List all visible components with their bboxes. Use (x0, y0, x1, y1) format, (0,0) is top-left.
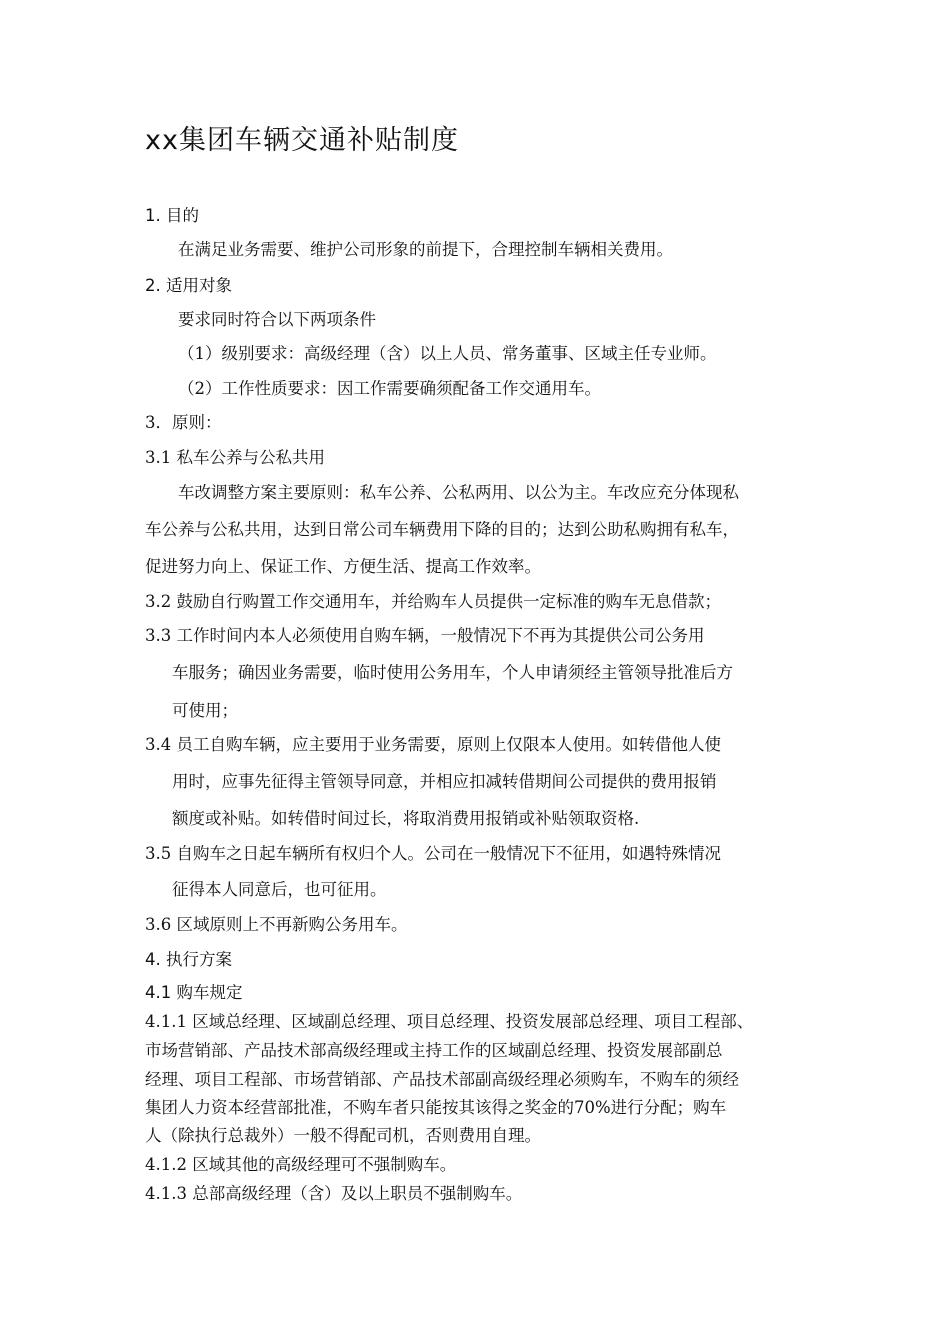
section-4-1-1-line-1: 4.1.1 区域总经理、区域副总经理、项目总经理、投资发展部总经理、项目工程部、 (145, 1012, 754, 1031)
document-title: xx集团车辆交通补贴制度 (145, 125, 459, 156)
section-2-text: 要求同时符合以下两项条件 (178, 310, 376, 329)
section-3-4-line-1: 3.4 员工自购车辆，应主要用于业务需要，原则上仅限本人使用。如转借他人使 (145, 735, 721, 754)
section-3-4-line-3: 额度或补贴。如转借时间过长，将取消费用报销或补贴领取资格. (172, 809, 640, 828)
section-2-item-2: （2）工作性质要求：因工作需要确须配备工作交通用车。 (178, 379, 601, 398)
section-3-heading: 3．原则： (145, 413, 222, 432)
section-3-1-heading: 3.1 私车公养与公私共用 (145, 448, 325, 467)
section-3-4-line-2: 用时，应事先征得主管领导同意，并相应扣减转借期间公司提供的费用报销 (172, 772, 717, 791)
section-3-1-line-3: 促进努力向上、保证工作、方便生活、提高工作效率。 (145, 557, 541, 576)
section-3-6: 3.6 区域原则上不再新购公务用车。 (145, 915, 408, 934)
section-3-1-line-1: 车改调整方案主要原则：私车公养、公私两用、以公为主。车改应充分体现私 (178, 483, 739, 502)
section-4-1-1-line-5: 人（除执行总裁外）一般不得配司机，否则费用自理。 (145, 1126, 541, 1145)
section-4-1-3: 4.1.3 总部高级经理（含）及以上职员不强制购车。 (145, 1184, 523, 1203)
section-3-3-line-1: 3.3 工作时间内本人必须使用自购车辆，一般情况下不再为其提供公司公务用 (145, 626, 705, 645)
section-3-3-line-2: 车服务；确因业务需要，临时使用公务用车，个人申请须经主管领导批准后方 (172, 663, 733, 682)
section-4-heading: 4. 执行方案 (145, 950, 232, 969)
section-3-3-line-3: 可使用； (172, 701, 238, 720)
section-3-5-line-2: 征得本人同意后，也可征用。 (172, 880, 387, 899)
section-3-1-line-2: 车公养与公私共用，达到日常公司车辆费用下降的目的；达到公助私购拥有私车， (145, 520, 739, 539)
section-2-heading: 2. 适用对象 (145, 276, 232, 295)
section-4-1-1-line-2: 市场营销部、产品技术部高级经理或主持工作的区域副总经理、投资发展部副总 (145, 1041, 723, 1060)
section-4-1-1-line-3: 经理、项目工程部、市场营销部、产品技术部副高级经理必须购车，不购车的须经 (145, 1070, 739, 1089)
section-3-2: 3.2 鼓励自行购置工作交通用车，并给购车人员提供一定标准的购车无息借款； (145, 592, 721, 611)
section-1-text: 在满足业务需要、维护公司形象的前提下，合理控制车辆相关费用。 (178, 240, 673, 259)
section-1-heading: 1. 目的 (145, 206, 199, 225)
section-4-1-1-line-4: 集团人力资本经营部批准，不购车者只能按其该得之奖金的70%进行分配；购车 (145, 1098, 727, 1117)
section-3-5-line-1: 3.5 自购车之日起车辆所有权归个人。公司在一般情况下不征用，如遇特殊情况 (145, 844, 721, 863)
section-4-1-2: 4.1.2 区域其他的高级经理可不强制购车。 (145, 1155, 457, 1174)
section-2-item-1: （1）级别要求：高级经理（含）以上人员、常务董事、区域主任专业师。 (178, 344, 717, 363)
section-4-1-heading: 4.1 购车规定 (145, 983, 243, 1002)
